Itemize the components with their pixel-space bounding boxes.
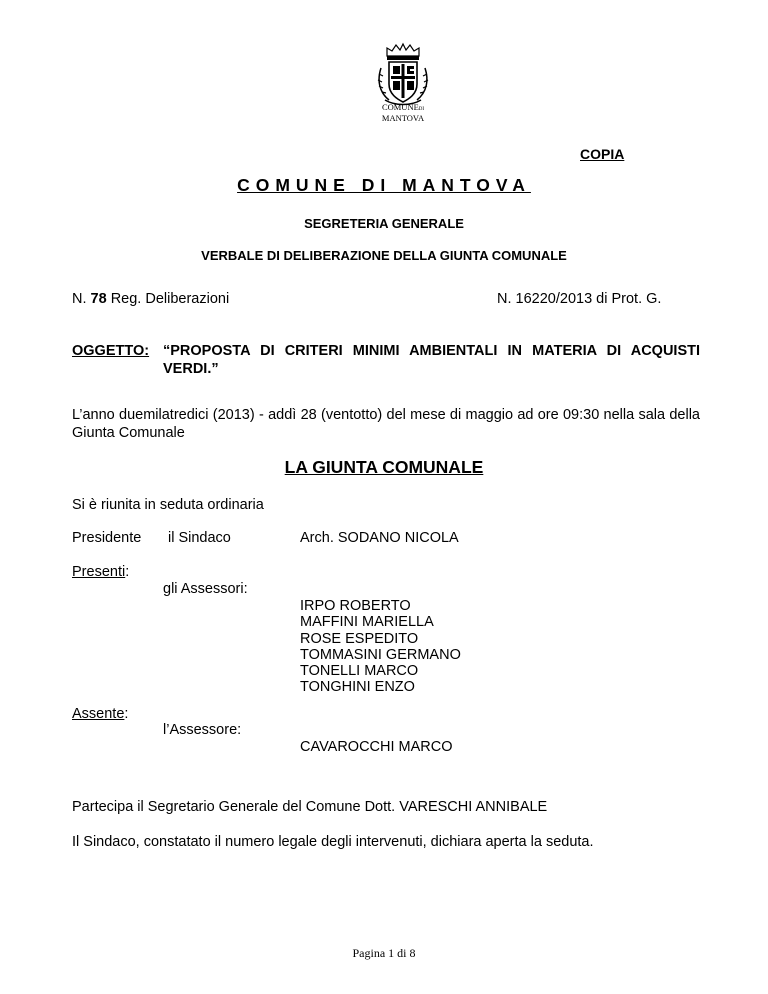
copia-label: COPIA <box>580 146 625 162</box>
assessore-name: TONGHINI ENZO <box>300 679 415 696</box>
presidente-role: il Sindaco <box>168 530 231 546</box>
sindaco-text: Il Sindaco, constatato il numero legale degli intervenuti, dichiara aperta la seduta. <box>72 834 594 850</box>
assessore-name: MAFFINI MARIELLA <box>300 614 434 631</box>
logo-wordmark: COMUNEDI MANTOVA <box>381 102 425 123</box>
subtitle-verbale: VERBALE DI DELIBERAZIONE DELLA GIUNTA COMUNALE <box>201 248 567 263</box>
oggetto-text-line2: VERDI.” <box>163 361 219 377</box>
registry-number: N. 78 Reg. Deliberazioni <box>72 291 230 307</box>
seduta-text: Si è riunita in seduta ordinaria <box>72 497 264 513</box>
giunta-heading: LA GIUNTA COMUNALE <box>284 457 484 477</box>
partecipa-text: Partecipa il Segretario Generale del Comune Dott. VARESCHI ANNIBALE <box>72 799 548 815</box>
oggetto-text-line1: “PROPOSTA DI CRITERI MINIMI AMBIENTALI IN MATERIA DI ACQUISTI <box>163 343 700 359</box>
assente-role: l’Assessore: <box>163 722 242 738</box>
presidente-label: Presidente <box>72 530 142 546</box>
presenti-role: gli Assessori: <box>163 581 248 597</box>
presidente-name: Arch. SODANO NICOLA <box>300 530 459 546</box>
oggetto-label: OGGETTO: <box>72 343 150 359</box>
subtitle-segreteria: SEGRETERIA GENERALE <box>304 216 464 231</box>
presenti-list <box>300 598 461 696</box>
page-number: Pagina 1 di 8 <box>352 946 416 960</box>
assessore-name: TOMMASINI GERMANO <box>300 646 461 663</box>
protocol-number: N. 16220/2013 di Prot. G. <box>497 291 662 307</box>
intro-paragraph: L’anno duemilatredici (2013) - addì 28 (ventotto) del mese di maggio ad ore 09:30 nella sala della Giunta Comunale <box>72 407 700 441</box>
assessore-name: TONELLI MARCO <box>300 663 419 680</box>
page-title: COMUNE DI MANTOVA <box>237 175 531 195</box>
assessore-name: IRPO ROBERTO <box>300 598 411 614</box>
assessore-name: ROSE ESPEDITO <box>300 630 419 647</box>
presenti-label: Presenti: <box>72 564 130 580</box>
assente-label: Assente: <box>72 706 129 722</box>
assente-name: CAVAROCCHI MARCO <box>300 739 453 755</box>
